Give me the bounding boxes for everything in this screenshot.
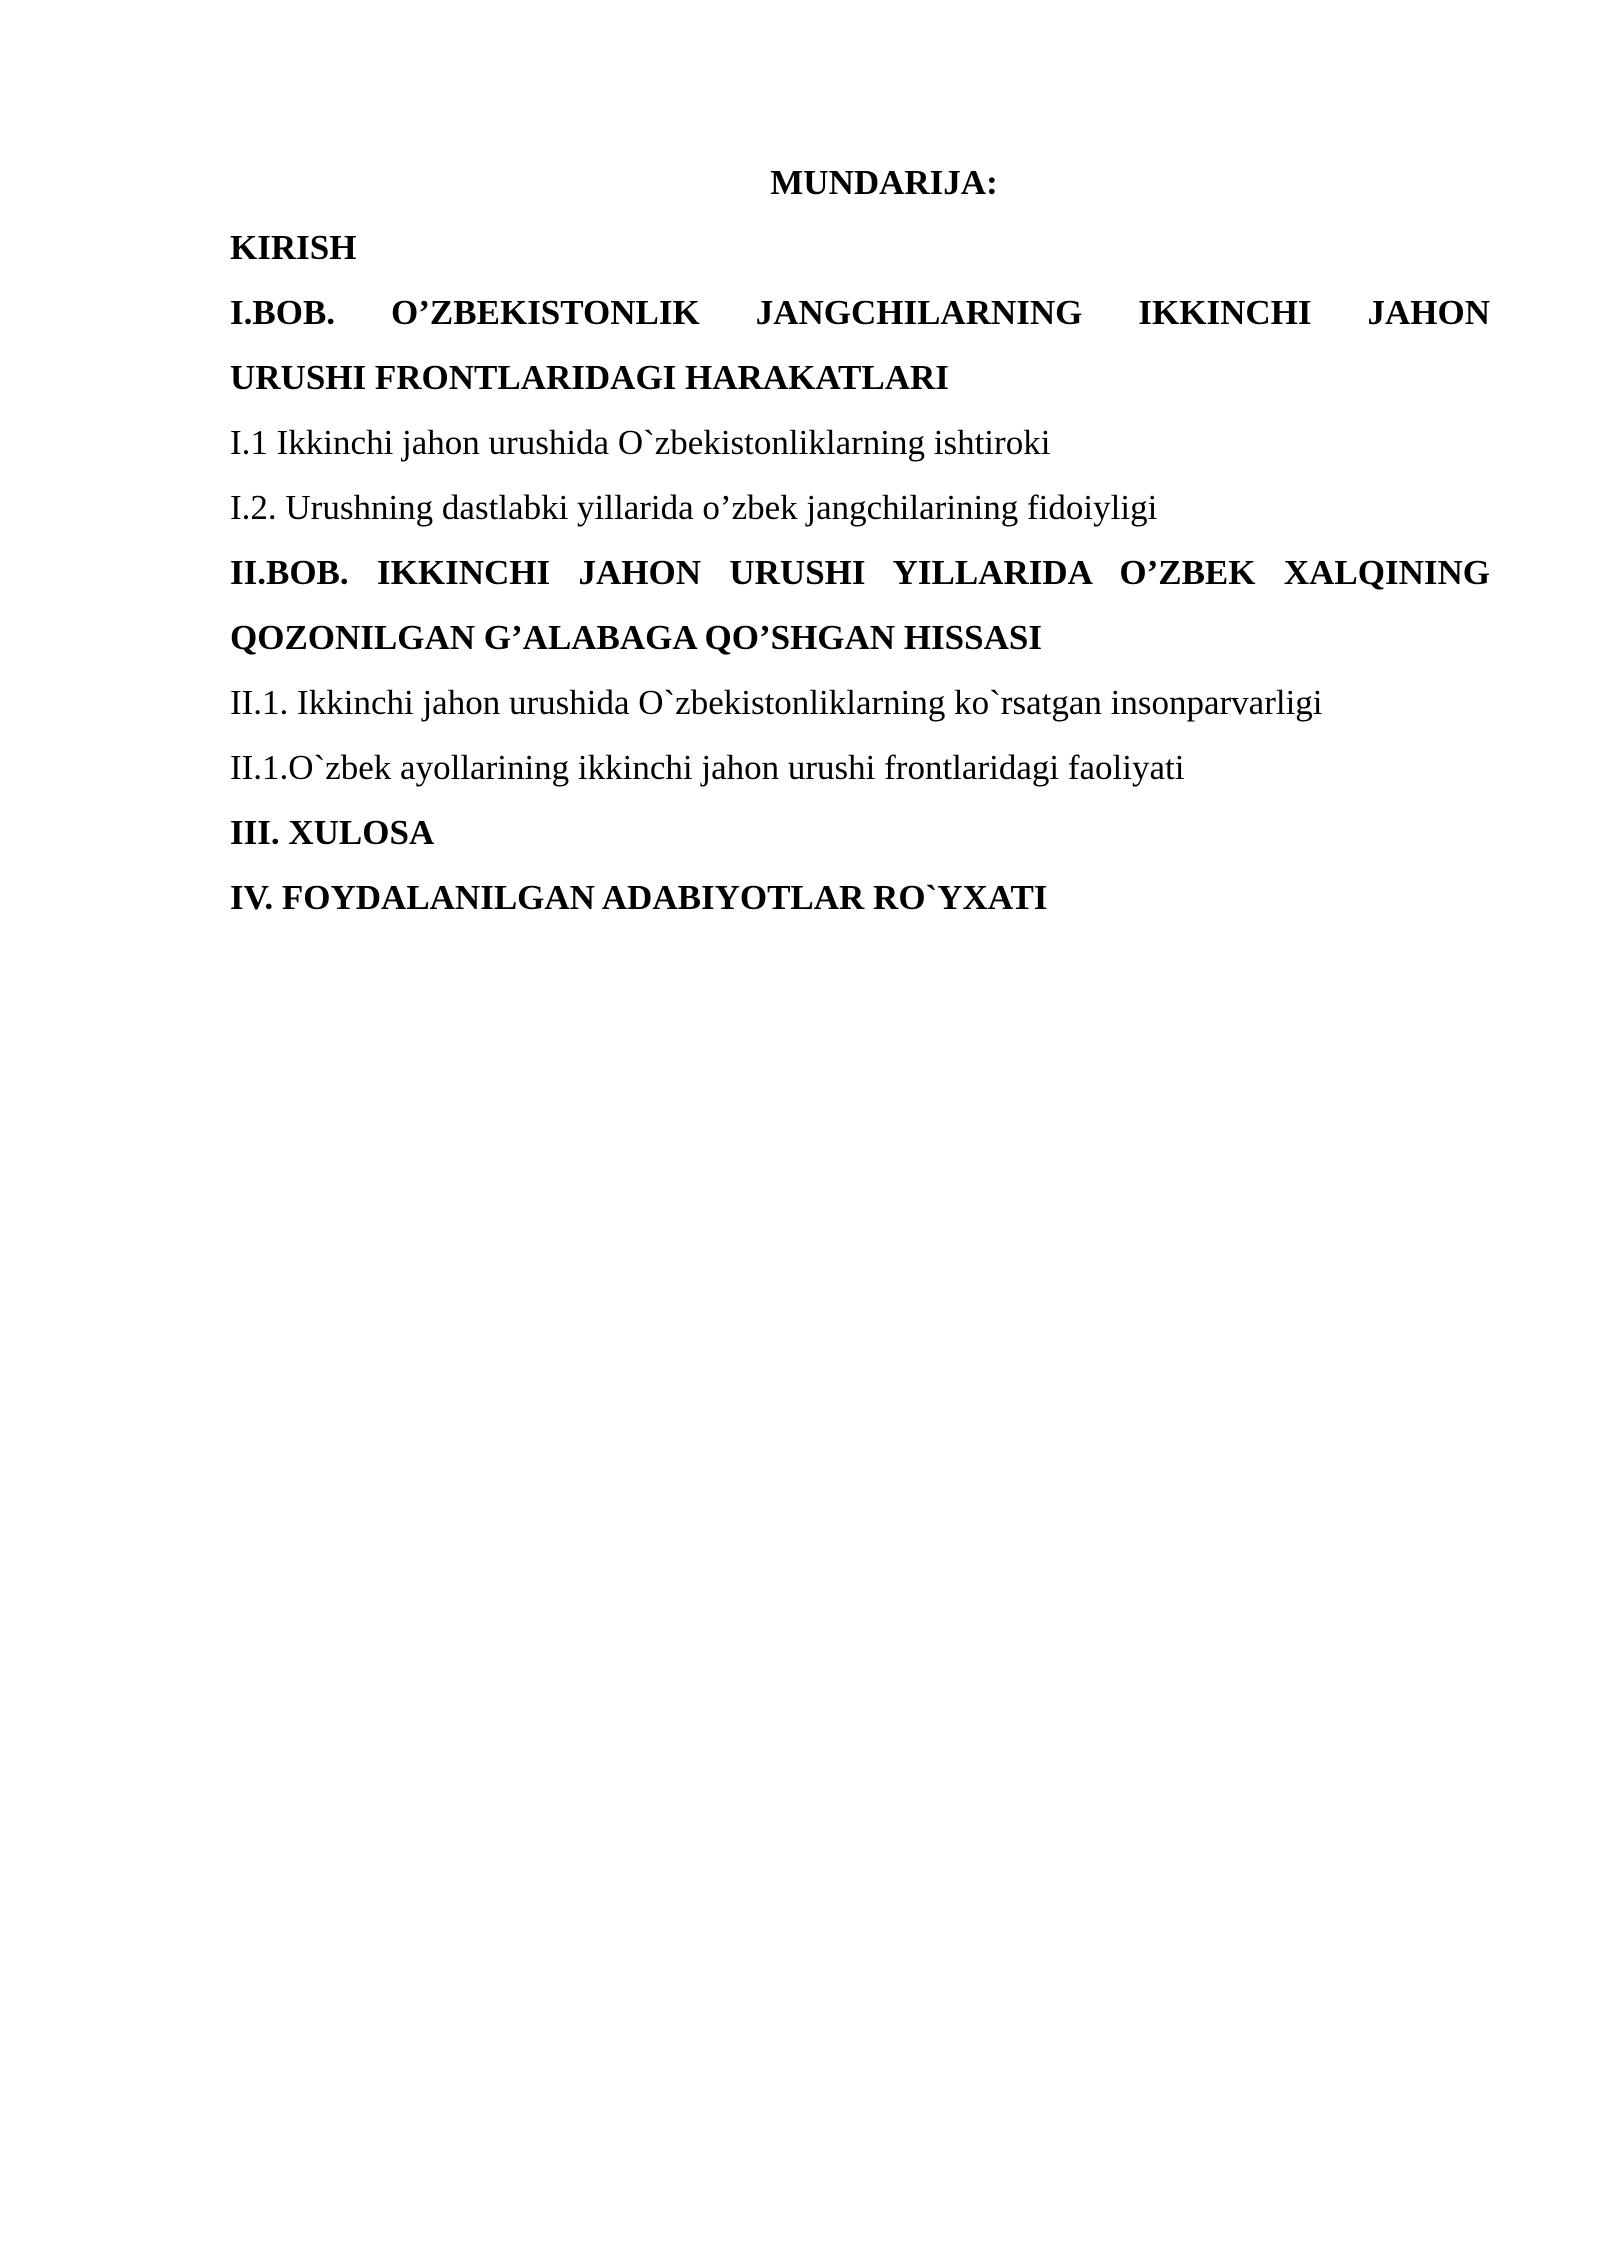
toc-entry-chapter-1-line-2: URUSHI FRONTLARIDAGI HARAKATLARI: [230, 358, 949, 397]
toc-title: MUNDARIJA:: [770, 163, 998, 202]
toc-entry-references: IV. FOYDALANILGAN ADABIYOTLAR RO`YXATI: [230, 878, 1048, 917]
toc-entry-chapter-2-line-1: II.BOB. IKKINCHI JAHON URUSHI YILLARIDA O’ZBEK XALQINING: [230, 553, 1490, 592]
toc-entry-section-1-1: I.1 Ikkinchi jahon urushida O`zbekistonliklarning ishtiroki: [230, 423, 1051, 462]
toc-entry-section-2-1: II.1. Ikkinchi jahon urushida O`zbekistonliklarning ko`rsatgan insonparvarligi: [230, 683, 1323, 722]
toc-entry-introduction: KIRISH: [230, 228, 357, 267]
toc-entry-conclusion: III. XULOSA: [230, 813, 435, 852]
table-of-contents: [230, 150, 1490, 930]
toc-entry-section-1-2: I.2. Urushning dastlabki yillarida o’zbek jangchilarining fidoiyligi: [230, 488, 1158, 527]
toc-entry-chapter-2-line-2: QOZONILGAN G’ALABAGA QO’SHGAN HISSASI: [230, 618, 1042, 657]
toc-entry-section-2-2: II.1.O`zbek ayollarining ikkinchi jahon urushi frontlaridagi faoliyati: [230, 748, 1185, 787]
toc-entry-chapter-1-line-1: I.BOB. O’ZBEKISTONLIK JANGCHILARNING IKKINCHI JAHON: [230, 293, 1490, 332]
